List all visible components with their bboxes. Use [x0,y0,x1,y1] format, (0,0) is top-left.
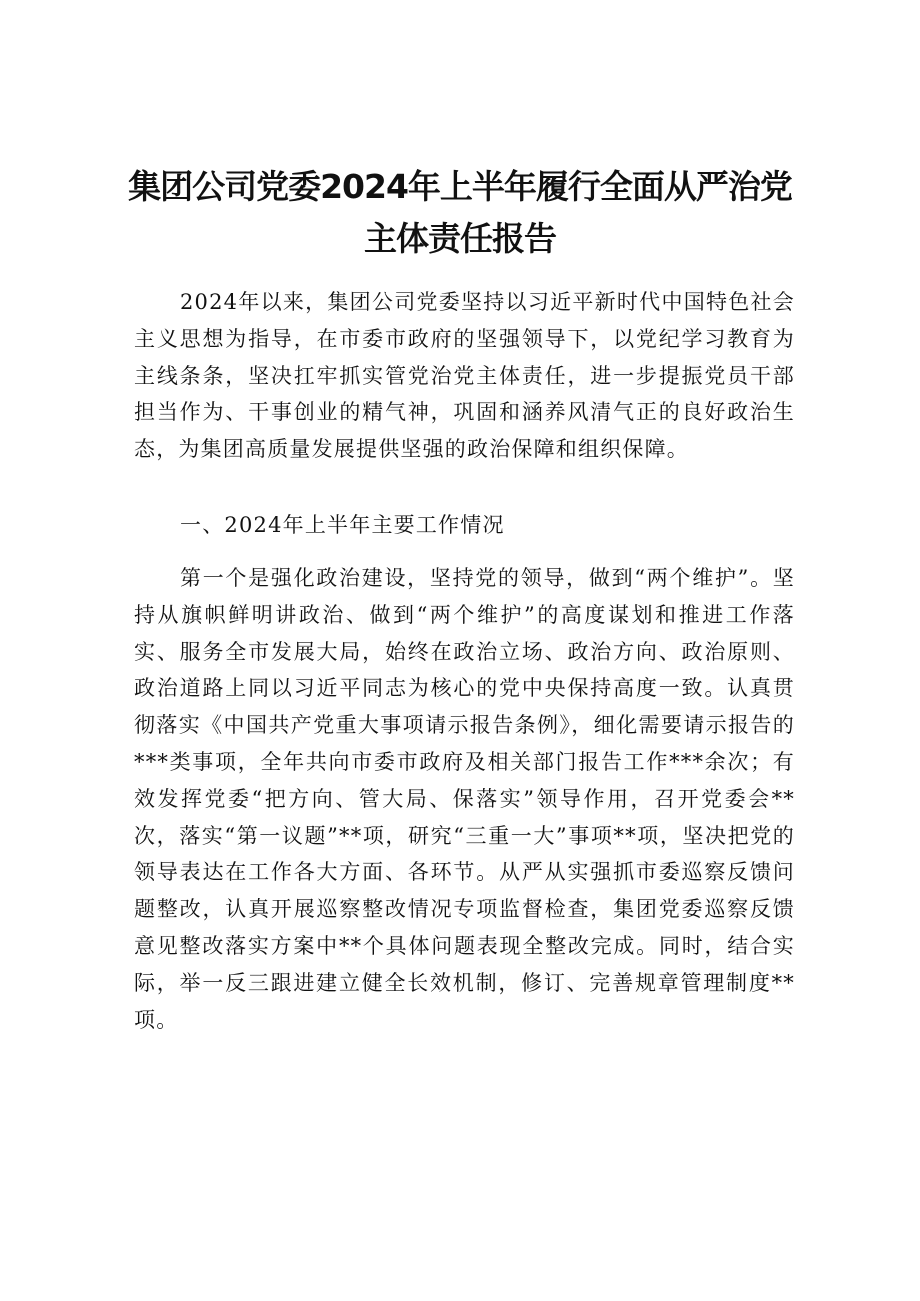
document-title-line-2: 主体责任报告 [364,219,556,258]
intro-paragraph: 2024年以来，集团公司党委坚持以习近平新时代中国特色社会主义思想为指导，在市委市政府的坚强领导下，以党纪学习教育为主线条条，坚决扛牢抓实管党治党主体责任，进一步提振党员干部担当作为、干事创业的精气神，巩固和涵养风清气正的良好政治生态，为集团高质量发展提供坚强的政治保障和组织保障。 [134,290,795,462]
document-title-line-1: 集团公司党委2024年上半年履行全面从严治党 [128,167,792,206]
section-heading: 一、2024年上半年主要工作情况 [180,513,505,537]
section-paragraph: 第一个是强化政治建设，坚持党的领导，做到“两个维护”。坚持从旗帜鲜明讲政治、做到“两个维护”的高度谋划和推进工作落实、服务全市发展大局，始终在政治立场、政治方向、政治原则、政治道路上同以习近平同志为核心的党中央保持高度一致。认真贯彻落实《中国共产党重大事项请示报告条例》，细化需要请示报告的***类事项，全年共向市委市政府及相关部门报告工作***余次；有效发挥党委“把方向、管大局、保落实”领导作用，召开党委会**次，落实“第一议题”**项，研究“三重一大”事项**项，坚决把党的领导表达在工作各大方面、各环节。从严从实强抓市委巡察反馈问题整改，认真开展巡察整改情况专项监督检查，集团党委巡察反馈意见整改落实方案中**个具体问题表现全整改完成。同时，结合实际，举一反三跟进建立健全长效机制，修订、完善规章管理制度**项。 [134,566,795,1032]
